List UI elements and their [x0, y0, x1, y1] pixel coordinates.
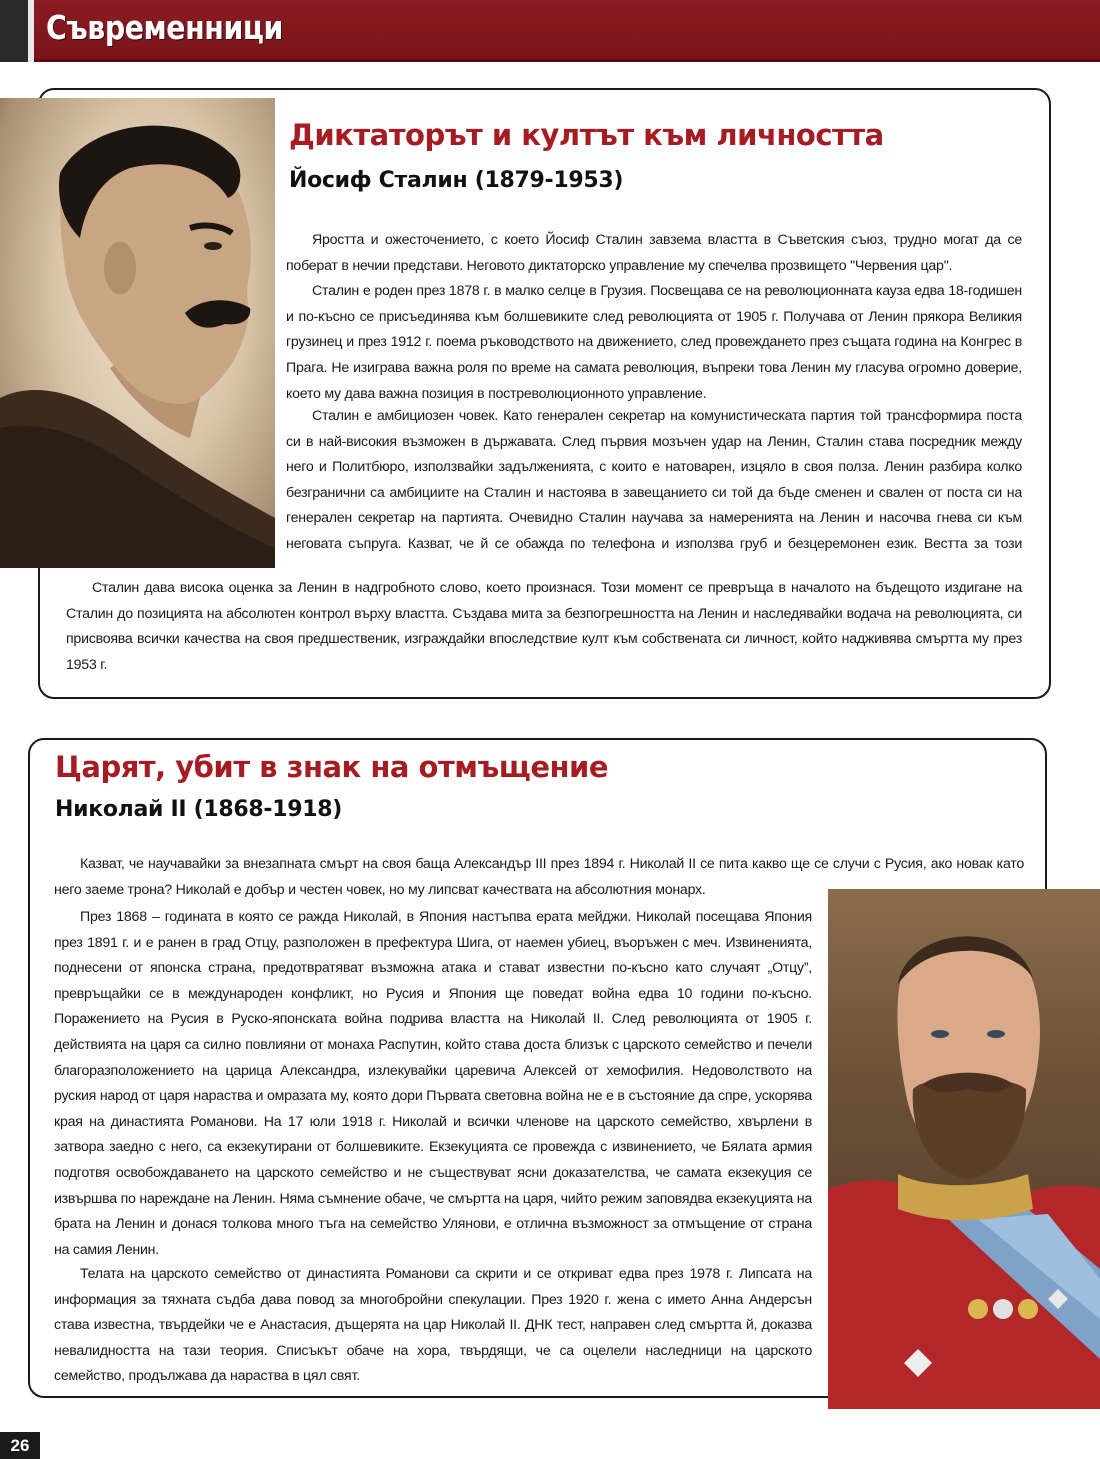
nicholas-paragraph-3: Телата на царското семейство от династията Романови са скрити и се откриват едва през 1978 г. Липсата на информация за тяхната съдба дава повод за многобройни спекулации. През 1920 г. жена с името Анна Андерсън става известна, твърдейки че е Анастасия, дъщерята на цар Николай II. ДНК тест, направен след смъртта й, доказва невалидността на тази теория. Списъкът обаче на хора, твърдящи, че са оцелели наследници на царското семейство, продължава да нараства в цял свят. [54, 1266, 812, 1385]
nicholas-portrait [828, 889, 1100, 1409]
stalin-paragraph-4: Сталин дава висока оценка за Ленин в надгробното слово, което произнася. Този момент се превръща в началото на бъдещото издигане на Сталин до позицията на абсолютен контрол върху властта. Създава мита за безпогрешността на Ленин и наследявайки водача на революцията, си присвоява всички качества на своя предшественик, изграждайки впоследствие култ към собствената си личност, който надживява смъртта му през 1953 г. [66, 580, 1022, 673]
nicholas-article-subtitle: Николай II (1868-1918) [55, 797, 343, 822]
stalin-paragraph-1: Яростта и ожесточението, с което Йосиф Сталин завзема властта в Съветския съюз, трудно могат да се поберат в нечии представи. Неговото диктаторско управление му спечелва прозвището "Червения цар". [286, 232, 1022, 274]
stalin-article-body-top [286, 228, 1022, 407]
stalin-paragraph-2: Сталин е роден през 1878 г. в малко селце в Грузия. Посвещава се на революционната кауза едва 18-годишен и по-късно се присъединява към болшевиките след революцията от 1905 г. Получава от Ленин прякора Великия грузинец и през 1912 г. поема ръководството на движението, след провеждането през същата година на Конгрес в Прага. Не изиграва важна роля по време на самата революция, въпреки това Ленин му гласува огромно доверие, което му дава важна позиция в постреволюционното управление. [286, 283, 1022, 402]
nicholas-article-body-mid [54, 905, 812, 1257]
stalin-article-title: Диктаторът и култът към личността [289, 118, 884, 152]
stalin-portrait [0, 98, 275, 568]
stalin-paragraph-3: Сталин е амбициозен човек. Като генерален секретар на комунистическата партия той трансформира поста си в най-високия възможен в държавата. След първия мозъчен удар на Ленин, Сталин става посредник между него и Политбюро, използвайки задълженията, с които е натоварен, изцяло в своя полза. Ленин разбира колко безгранични са амбициите на Сталин и настоява в завещанието си той да бъде сменен и свален от поста си на генерален секретар на партията. Очевидно Сталин научава за намеренията на Ленин и насочва гнева си към неговата съпруга. Казват, че й се обажда по телефона и използва груб и безцеремонен език. Вестта за този [286, 408, 1022, 552]
section-title: Съвременници [46, 8, 283, 47]
stalin-article-body-bottom [66, 576, 1022, 678]
nicholas-paragraph-1: Казват, че научавайки за внезапната смърт на своя баща Александър III през 1894 г. Николай II се пита какво ще се случи с Русия, ако новак като него заеме трона? Николай е добър и честен човек, но му липсват качествата на абсолютния монарх. [54, 856, 1024, 898]
nicholas-article-title: Царят, убит в знак на отмъщение [55, 750, 609, 784]
section-header-band [0, 0, 1100, 62]
page-number: 26 [0, 1432, 40, 1459]
nicholas-paragraph-2: През 1868 – годината в която се ражда Николай, в Япония настъпва ерата мейджи. Николай посещава Япония през 1891 г. и е ранен в град Отцу, разположен в префектура Шига, от наемен убиец, въоръжен с меч. Извиненията, поднесени от японска страна, предотвратяват възможна атака и стават известни по-късно като случаят „Отцу”, превръщайки се в международен конфликт, но Русия и Япония ще поведат война едва 10 години по-късно. Поражението на Русия в Руско-японската война подрива властта на Николай II. След революцията от 1905 г. действията на царя са силно повлияни от монаха Распутин, който става доста близък с царското семейство и печели благоразположението на царица Александра, излекувайки царевича Алексей от хемофилия. Недоволството на руския народ от царя нараства и омразата му, която дори Първата световна война не е в състояние да спре, ускорява края на династията Романови. На 17 юли 1918 г. Николай и всички членове на царското семейство, хвърлени в затвора заедно с него, са екзекутирани от болшевиките. Екзекуцията се провежда с извинението, че Бялата армия подготвя освобождаването на царското семейство и не съществуват ясни доказателства, че самата екзекуция се извършва по нареждане на Ленин. Няма съмнение обаче, че смъртта на царя, чийто режим заповядва екзекуцията на брата на Ленин и донася толкова много тъга на семейство Улянови, е отлична възможност за отмъщение от страна на самия Ленин. [54, 909, 812, 1257]
stalin-article-subtitle: Йосиф Сталин (1879-1953) [289, 168, 624, 193]
stalin-article-body-mid [286, 404, 1022, 558]
nicholas-article-body-bottom [54, 1262, 812, 1390]
